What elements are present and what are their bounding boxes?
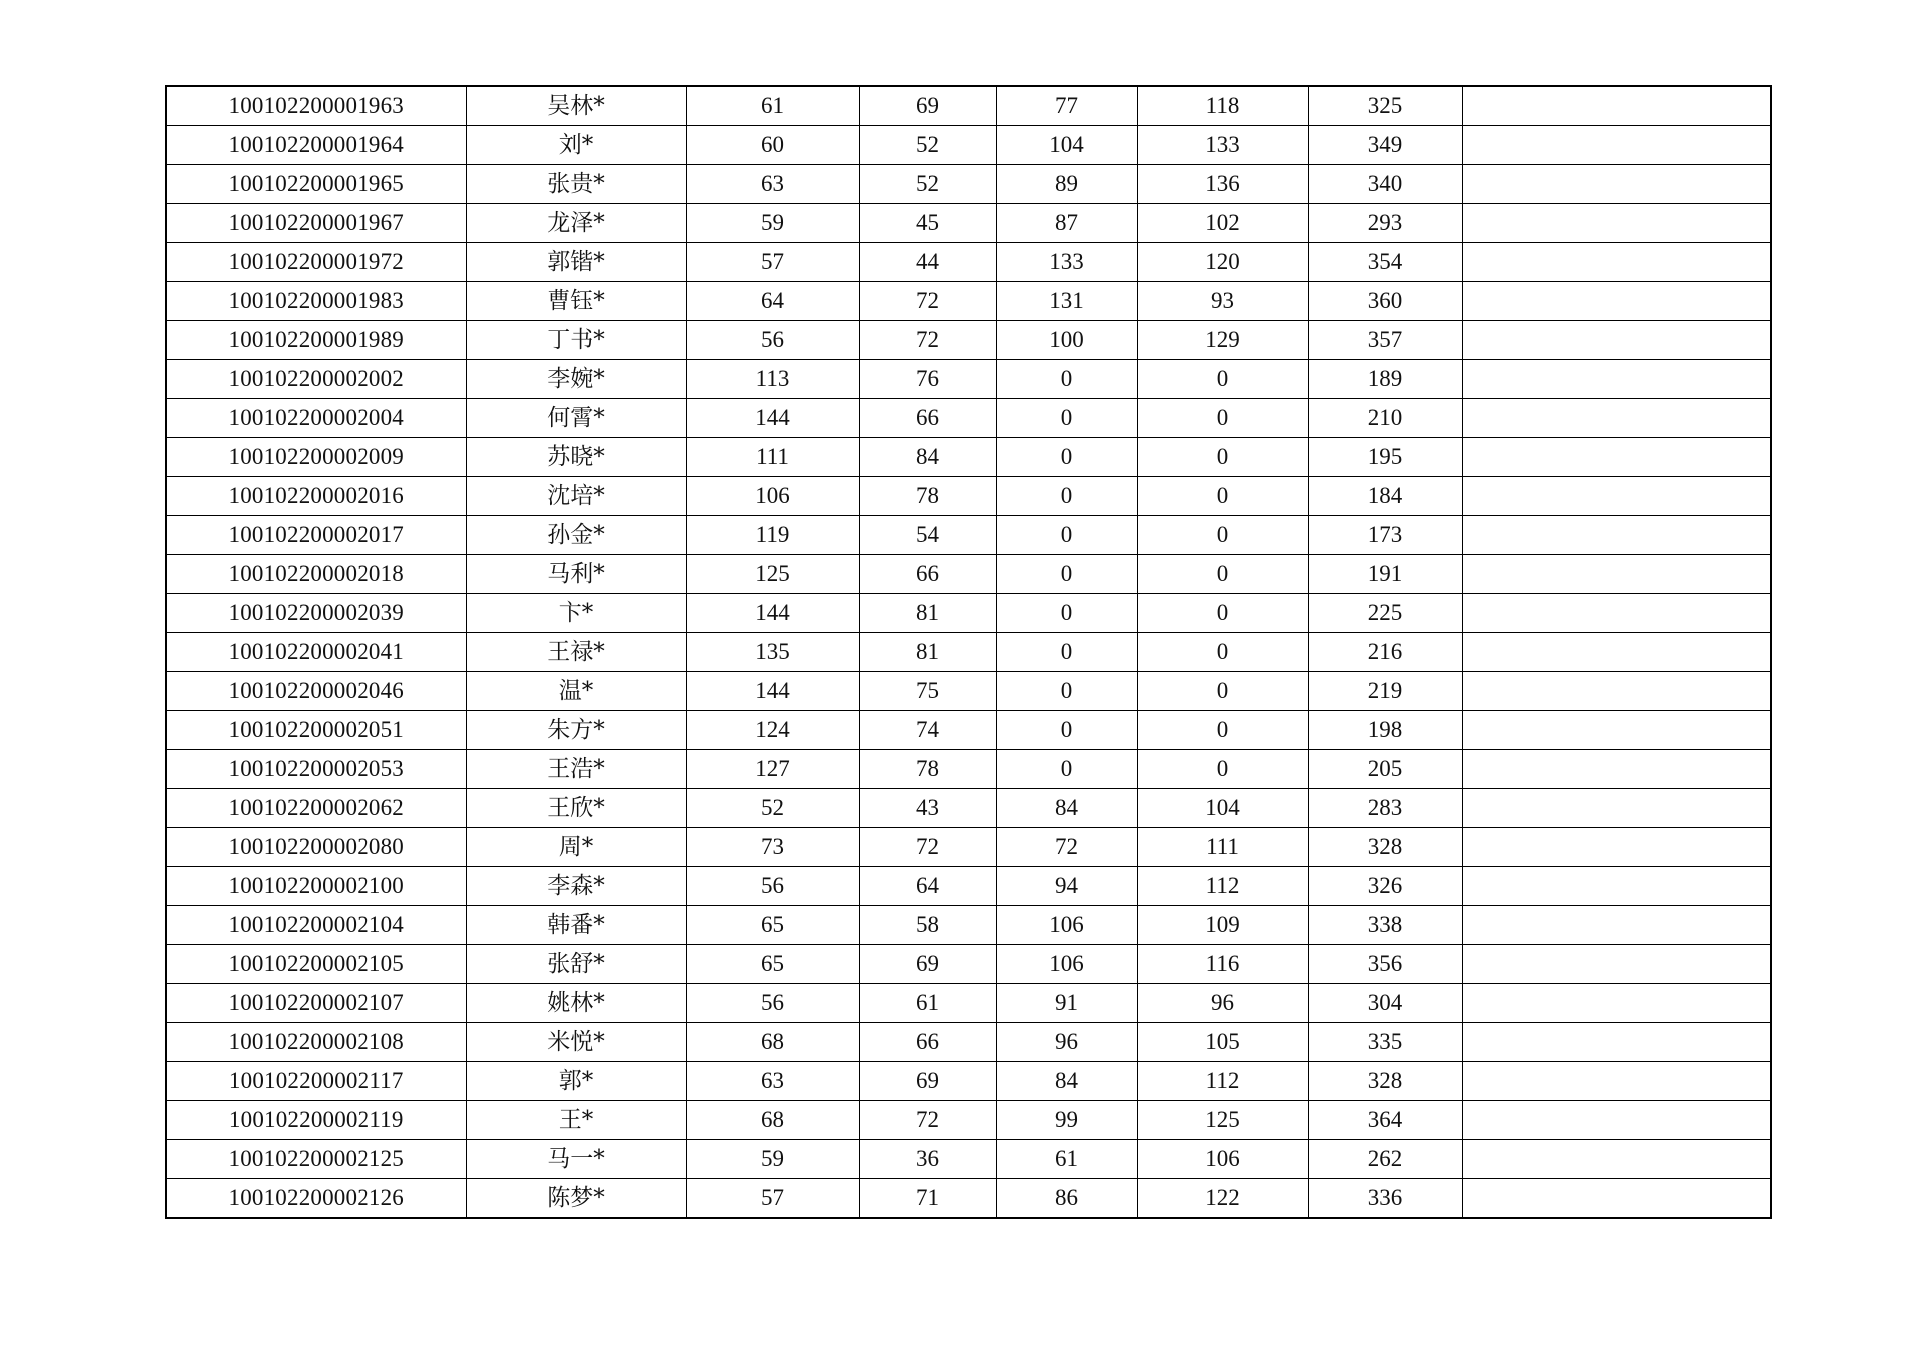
candidate-name-cell: 马利* [466, 555, 686, 594]
score-1-cell: 119 [686, 516, 859, 555]
remarks-cell [1462, 165, 1771, 204]
candidate-name-cell: 沈培* [466, 477, 686, 516]
table-row [166, 1101, 1771, 1140]
table-row [166, 126, 1771, 165]
remarks-cell [1462, 126, 1771, 165]
candidate-id-cell: 100102200002018 [166, 555, 466, 594]
score-3-cell: 72 [996, 828, 1137, 867]
table-row [166, 516, 1771, 555]
candidate-id-cell: 100102200002080 [166, 828, 466, 867]
remarks-cell [1462, 750, 1771, 789]
candidate-id-cell: 100102200002039 [166, 594, 466, 633]
score-4-cell: 0 [1137, 516, 1308, 555]
score-1-cell: 56 [686, 321, 859, 360]
total-score-cell: 325 [1308, 86, 1462, 126]
remarks-cell [1462, 243, 1771, 282]
score-1-cell: 68 [686, 1101, 859, 1140]
candidate-id-cell: 100102200002125 [166, 1140, 466, 1179]
score-1-cell: 63 [686, 165, 859, 204]
score-4-cell: 112 [1137, 1062, 1308, 1101]
score-1-cell: 59 [686, 1140, 859, 1179]
candidate-id-cell: 100102200002053 [166, 750, 466, 789]
score-4-cell: 0 [1137, 711, 1308, 750]
table-row [166, 1023, 1771, 1062]
score-4-cell: 105 [1137, 1023, 1308, 1062]
score-2-cell: 69 [859, 1062, 996, 1101]
candidate-name-cell: 韩番* [466, 906, 686, 945]
table-row [166, 789, 1771, 828]
candidate-name-cell: 王* [466, 1101, 686, 1140]
score-4-cell: 136 [1137, 165, 1308, 204]
candidate-id-cell: 100102200001963 [166, 86, 466, 126]
candidate-id-cell: 100102200002051 [166, 711, 466, 750]
score-2-cell: 58 [859, 906, 996, 945]
total-score-cell: 216 [1308, 633, 1462, 672]
total-score-cell: 360 [1308, 282, 1462, 321]
score-4-cell: 122 [1137, 1179, 1308, 1219]
score-2-cell: 81 [859, 633, 996, 672]
score-1-cell: 56 [686, 984, 859, 1023]
table-row [166, 1179, 1771, 1219]
candidate-id-cell: 100102200001965 [166, 165, 466, 204]
candidate-name-cell: 张贵* [466, 165, 686, 204]
candidate-id-cell: 100102200002009 [166, 438, 466, 477]
table-row [166, 86, 1771, 126]
candidate-id-cell: 100102200002105 [166, 945, 466, 984]
candidate-name-cell: 李森* [466, 867, 686, 906]
score-4-cell: 93 [1137, 282, 1308, 321]
score-2-cell: 44 [859, 243, 996, 282]
score-2-cell: 69 [859, 86, 996, 126]
score-2-cell: 72 [859, 828, 996, 867]
remarks-cell [1462, 984, 1771, 1023]
total-score-cell: 195 [1308, 438, 1462, 477]
score-1-cell: 57 [686, 1179, 859, 1219]
score-1-cell: 57 [686, 243, 859, 282]
score-3-cell: 0 [996, 438, 1137, 477]
score-4-cell: 125 [1137, 1101, 1308, 1140]
score-1-cell: 59 [686, 204, 859, 243]
score-3-cell: 84 [996, 789, 1137, 828]
score-1-cell: 73 [686, 828, 859, 867]
score-3-cell: 84 [996, 1062, 1137, 1101]
remarks-cell [1462, 828, 1771, 867]
candidate-name-cell: 曹钰* [466, 282, 686, 321]
remarks-cell [1462, 1101, 1771, 1140]
total-score-cell: 336 [1308, 1179, 1462, 1219]
table-row [166, 1062, 1771, 1101]
remarks-cell [1462, 945, 1771, 984]
candidate-id-cell: 100102200002002 [166, 360, 466, 399]
candidate-name-cell: 丁书* [466, 321, 686, 360]
total-score-cell: 338 [1308, 906, 1462, 945]
score-4-cell: 0 [1137, 672, 1308, 711]
score-1-cell: 144 [686, 594, 859, 633]
score-3-cell: 99 [996, 1101, 1137, 1140]
candidate-name-cell: 吴林* [466, 86, 686, 126]
score-1-cell: 124 [686, 711, 859, 750]
remarks-cell [1462, 360, 1771, 399]
score-2-cell: 66 [859, 1023, 996, 1062]
total-score-cell: 219 [1308, 672, 1462, 711]
table-row [166, 321, 1771, 360]
remarks-cell [1462, 204, 1771, 243]
score-2-cell: 45 [859, 204, 996, 243]
score-4-cell: 112 [1137, 867, 1308, 906]
total-score-cell: 225 [1308, 594, 1462, 633]
score-4-cell: 116 [1137, 945, 1308, 984]
remarks-cell [1462, 906, 1771, 945]
candidate-name-cell: 刘* [466, 126, 686, 165]
candidate-id-cell: 100102200002062 [166, 789, 466, 828]
candidate-name-cell: 马一* [466, 1140, 686, 1179]
score-3-cell: 106 [996, 945, 1137, 984]
candidate-id-cell: 100102200002107 [166, 984, 466, 1023]
remarks-cell [1462, 789, 1771, 828]
score-1-cell: 68 [686, 1023, 859, 1062]
remarks-cell [1462, 711, 1771, 750]
score-2-cell: 84 [859, 438, 996, 477]
total-score-cell: 205 [1308, 750, 1462, 789]
candidate-id-cell: 100102200002117 [166, 1062, 466, 1101]
score-4-cell: 118 [1137, 86, 1308, 126]
score-3-cell: 0 [996, 711, 1137, 750]
score-4-cell: 109 [1137, 906, 1308, 945]
score-1-cell: 61 [686, 86, 859, 126]
score-4-cell: 0 [1137, 438, 1308, 477]
score-3-cell: 96 [996, 1023, 1137, 1062]
score-1-cell: 144 [686, 399, 859, 438]
remarks-cell [1462, 1062, 1771, 1101]
total-score-cell: 173 [1308, 516, 1462, 555]
score-2-cell: 52 [859, 126, 996, 165]
candidate-id-cell: 100102200001964 [166, 126, 466, 165]
score-1-cell: 127 [686, 750, 859, 789]
candidate-name-cell: 郭* [466, 1062, 686, 1101]
score-3-cell: 100 [996, 321, 1137, 360]
candidate-name-cell: 王浩* [466, 750, 686, 789]
table-row [166, 243, 1771, 282]
remarks-cell [1462, 516, 1771, 555]
table-row [166, 750, 1771, 789]
total-score-cell: 354 [1308, 243, 1462, 282]
total-score-cell: 364 [1308, 1101, 1462, 1140]
candidate-id-cell: 100102200001972 [166, 243, 466, 282]
candidate-id-cell: 100102200002017 [166, 516, 466, 555]
total-score-cell: 328 [1308, 1062, 1462, 1101]
candidate-id-cell: 100102200002126 [166, 1179, 466, 1219]
total-score-cell: 340 [1308, 165, 1462, 204]
remarks-cell [1462, 633, 1771, 672]
score-4-cell: 0 [1137, 633, 1308, 672]
remarks-cell [1462, 1140, 1771, 1179]
score-4-cell: 0 [1137, 594, 1308, 633]
score-2-cell: 72 [859, 282, 996, 321]
candidate-id-cell: 100102200002046 [166, 672, 466, 711]
score-4-cell: 0 [1137, 750, 1308, 789]
score-1-cell: 65 [686, 906, 859, 945]
remarks-cell [1462, 399, 1771, 438]
score-3-cell: 0 [996, 633, 1137, 672]
remarks-cell [1462, 1023, 1771, 1062]
score-1-cell: 135 [686, 633, 859, 672]
score-1-cell: 111 [686, 438, 859, 477]
candidate-name-cell: 王欣* [466, 789, 686, 828]
score-1-cell: 113 [686, 360, 859, 399]
total-score-cell: 184 [1308, 477, 1462, 516]
score-3-cell: 0 [996, 399, 1137, 438]
score-2-cell: 36 [859, 1140, 996, 1179]
score-1-cell: 60 [686, 126, 859, 165]
table-row [166, 360, 1771, 399]
candidate-id-cell: 100102200002100 [166, 867, 466, 906]
score-2-cell: 66 [859, 399, 996, 438]
score-2-cell: 78 [859, 477, 996, 516]
candidate-name-cell: 苏晓* [466, 438, 686, 477]
score-table [165, 85, 1772, 1219]
candidate-name-cell: 姚林* [466, 984, 686, 1023]
candidate-name-cell: 米悦* [466, 1023, 686, 1062]
score-3-cell: 94 [996, 867, 1137, 906]
table-body [166, 86, 1771, 1218]
score-2-cell: 74 [859, 711, 996, 750]
candidate-name-cell: 郭锴* [466, 243, 686, 282]
table-row [166, 633, 1771, 672]
score-2-cell: 71 [859, 1179, 996, 1219]
score-3-cell: 0 [996, 750, 1137, 789]
candidate-name-cell: 孙金* [466, 516, 686, 555]
score-2-cell: 72 [859, 1101, 996, 1140]
remarks-cell [1462, 1179, 1771, 1219]
score-4-cell: 96 [1137, 984, 1308, 1023]
candidate-id-cell: 100102200001967 [166, 204, 466, 243]
score-3-cell: 61 [996, 1140, 1137, 1179]
total-score-cell: 198 [1308, 711, 1462, 750]
candidate-name-cell: 王禄* [466, 633, 686, 672]
score-3-cell: 86 [996, 1179, 1137, 1219]
score-4-cell: 133 [1137, 126, 1308, 165]
candidate-id-cell: 100102200001989 [166, 321, 466, 360]
candidate-name-cell: 何霄* [466, 399, 686, 438]
score-4-cell: 102 [1137, 204, 1308, 243]
score-4-cell: 0 [1137, 399, 1308, 438]
remarks-cell [1462, 282, 1771, 321]
score-3-cell: 91 [996, 984, 1137, 1023]
score-2-cell: 72 [859, 321, 996, 360]
score-4-cell: 120 [1137, 243, 1308, 282]
score-2-cell: 64 [859, 867, 996, 906]
score-2-cell: 43 [859, 789, 996, 828]
score-2-cell: 76 [859, 360, 996, 399]
score-1-cell: 63 [686, 1062, 859, 1101]
candidate-id-cell: 100102200002119 [166, 1101, 466, 1140]
score-1-cell: 65 [686, 945, 859, 984]
remarks-cell [1462, 477, 1771, 516]
score-3-cell: 0 [996, 360, 1137, 399]
total-score-cell: 189 [1308, 360, 1462, 399]
score-3-cell: 0 [996, 672, 1137, 711]
score-1-cell: 52 [686, 789, 859, 828]
candidate-id-cell: 100102200002108 [166, 1023, 466, 1062]
table-row [166, 204, 1771, 243]
table-row [166, 867, 1771, 906]
candidate-name-cell: 陈梦* [466, 1179, 686, 1219]
candidate-name-cell: 周* [466, 828, 686, 867]
score-4-cell: 111 [1137, 828, 1308, 867]
table-row [166, 555, 1771, 594]
score-3-cell: 77 [996, 86, 1137, 126]
score-1-cell: 56 [686, 867, 859, 906]
score-3-cell: 131 [996, 282, 1137, 321]
score-4-cell: 106 [1137, 1140, 1308, 1179]
table-row [166, 594, 1771, 633]
score-2-cell: 54 [859, 516, 996, 555]
table-row [166, 945, 1771, 984]
remarks-cell [1462, 321, 1771, 360]
score-3-cell: 0 [996, 477, 1137, 516]
candidate-name-cell: 龙泽* [466, 204, 686, 243]
total-score-cell: 191 [1308, 555, 1462, 594]
score-2-cell: 81 [859, 594, 996, 633]
remarks-cell [1462, 438, 1771, 477]
score-3-cell: 89 [996, 165, 1137, 204]
candidate-name-cell: 张舒* [466, 945, 686, 984]
remarks-cell [1462, 594, 1771, 633]
total-score-cell: 283 [1308, 789, 1462, 828]
candidate-id-cell: 100102200002104 [166, 906, 466, 945]
total-score-cell: 262 [1308, 1140, 1462, 1179]
table-row [166, 1140, 1771, 1179]
score-3-cell: 0 [996, 516, 1137, 555]
candidate-id-cell: 100102200001983 [166, 282, 466, 321]
total-score-cell: 357 [1308, 321, 1462, 360]
table-row [166, 438, 1771, 477]
score-3-cell: 0 [996, 555, 1137, 594]
table-row [166, 282, 1771, 321]
total-score-cell: 293 [1308, 204, 1462, 243]
candidate-name-cell: 卞* [466, 594, 686, 633]
score-1-cell: 144 [686, 672, 859, 711]
score-4-cell: 0 [1137, 555, 1308, 594]
table-row [166, 828, 1771, 867]
candidate-id-cell: 100102200002016 [166, 477, 466, 516]
score-3-cell: 0 [996, 594, 1137, 633]
score-3-cell: 133 [996, 243, 1137, 282]
score-4-cell: 0 [1137, 477, 1308, 516]
table-row [166, 672, 1771, 711]
score-2-cell: 75 [859, 672, 996, 711]
remarks-cell [1462, 86, 1771, 126]
table-row [166, 906, 1771, 945]
score-4-cell: 129 [1137, 321, 1308, 360]
remarks-cell [1462, 555, 1771, 594]
table-row [166, 711, 1771, 750]
score-2-cell: 66 [859, 555, 996, 594]
table-row [166, 165, 1771, 204]
score-2-cell: 69 [859, 945, 996, 984]
total-score-cell: 210 [1308, 399, 1462, 438]
total-score-cell: 335 [1308, 1023, 1462, 1062]
score-2-cell: 78 [859, 750, 996, 789]
candidate-name-cell: 朱方* [466, 711, 686, 750]
candidate-name-cell: 李婉* [466, 360, 686, 399]
score-4-cell: 0 [1137, 360, 1308, 399]
table-row [166, 984, 1771, 1023]
remarks-cell [1462, 672, 1771, 711]
score-2-cell: 61 [859, 984, 996, 1023]
candidate-id-cell: 100102200002004 [166, 399, 466, 438]
score-1-cell: 106 [686, 477, 859, 516]
total-score-cell: 349 [1308, 126, 1462, 165]
score-1-cell: 64 [686, 282, 859, 321]
score-2-cell: 52 [859, 165, 996, 204]
score-3-cell: 104 [996, 126, 1137, 165]
score-3-cell: 106 [996, 906, 1137, 945]
score-1-cell: 125 [686, 555, 859, 594]
table-row [166, 399, 1771, 438]
candidate-name-cell: 温* [466, 672, 686, 711]
remarks-cell [1462, 867, 1771, 906]
score-3-cell: 87 [996, 204, 1137, 243]
table-row [166, 477, 1771, 516]
total-score-cell: 328 [1308, 828, 1462, 867]
score-4-cell: 104 [1137, 789, 1308, 828]
total-score-cell: 356 [1308, 945, 1462, 984]
candidate-id-cell: 100102200002041 [166, 633, 466, 672]
total-score-cell: 304 [1308, 984, 1462, 1023]
total-score-cell: 326 [1308, 867, 1462, 906]
